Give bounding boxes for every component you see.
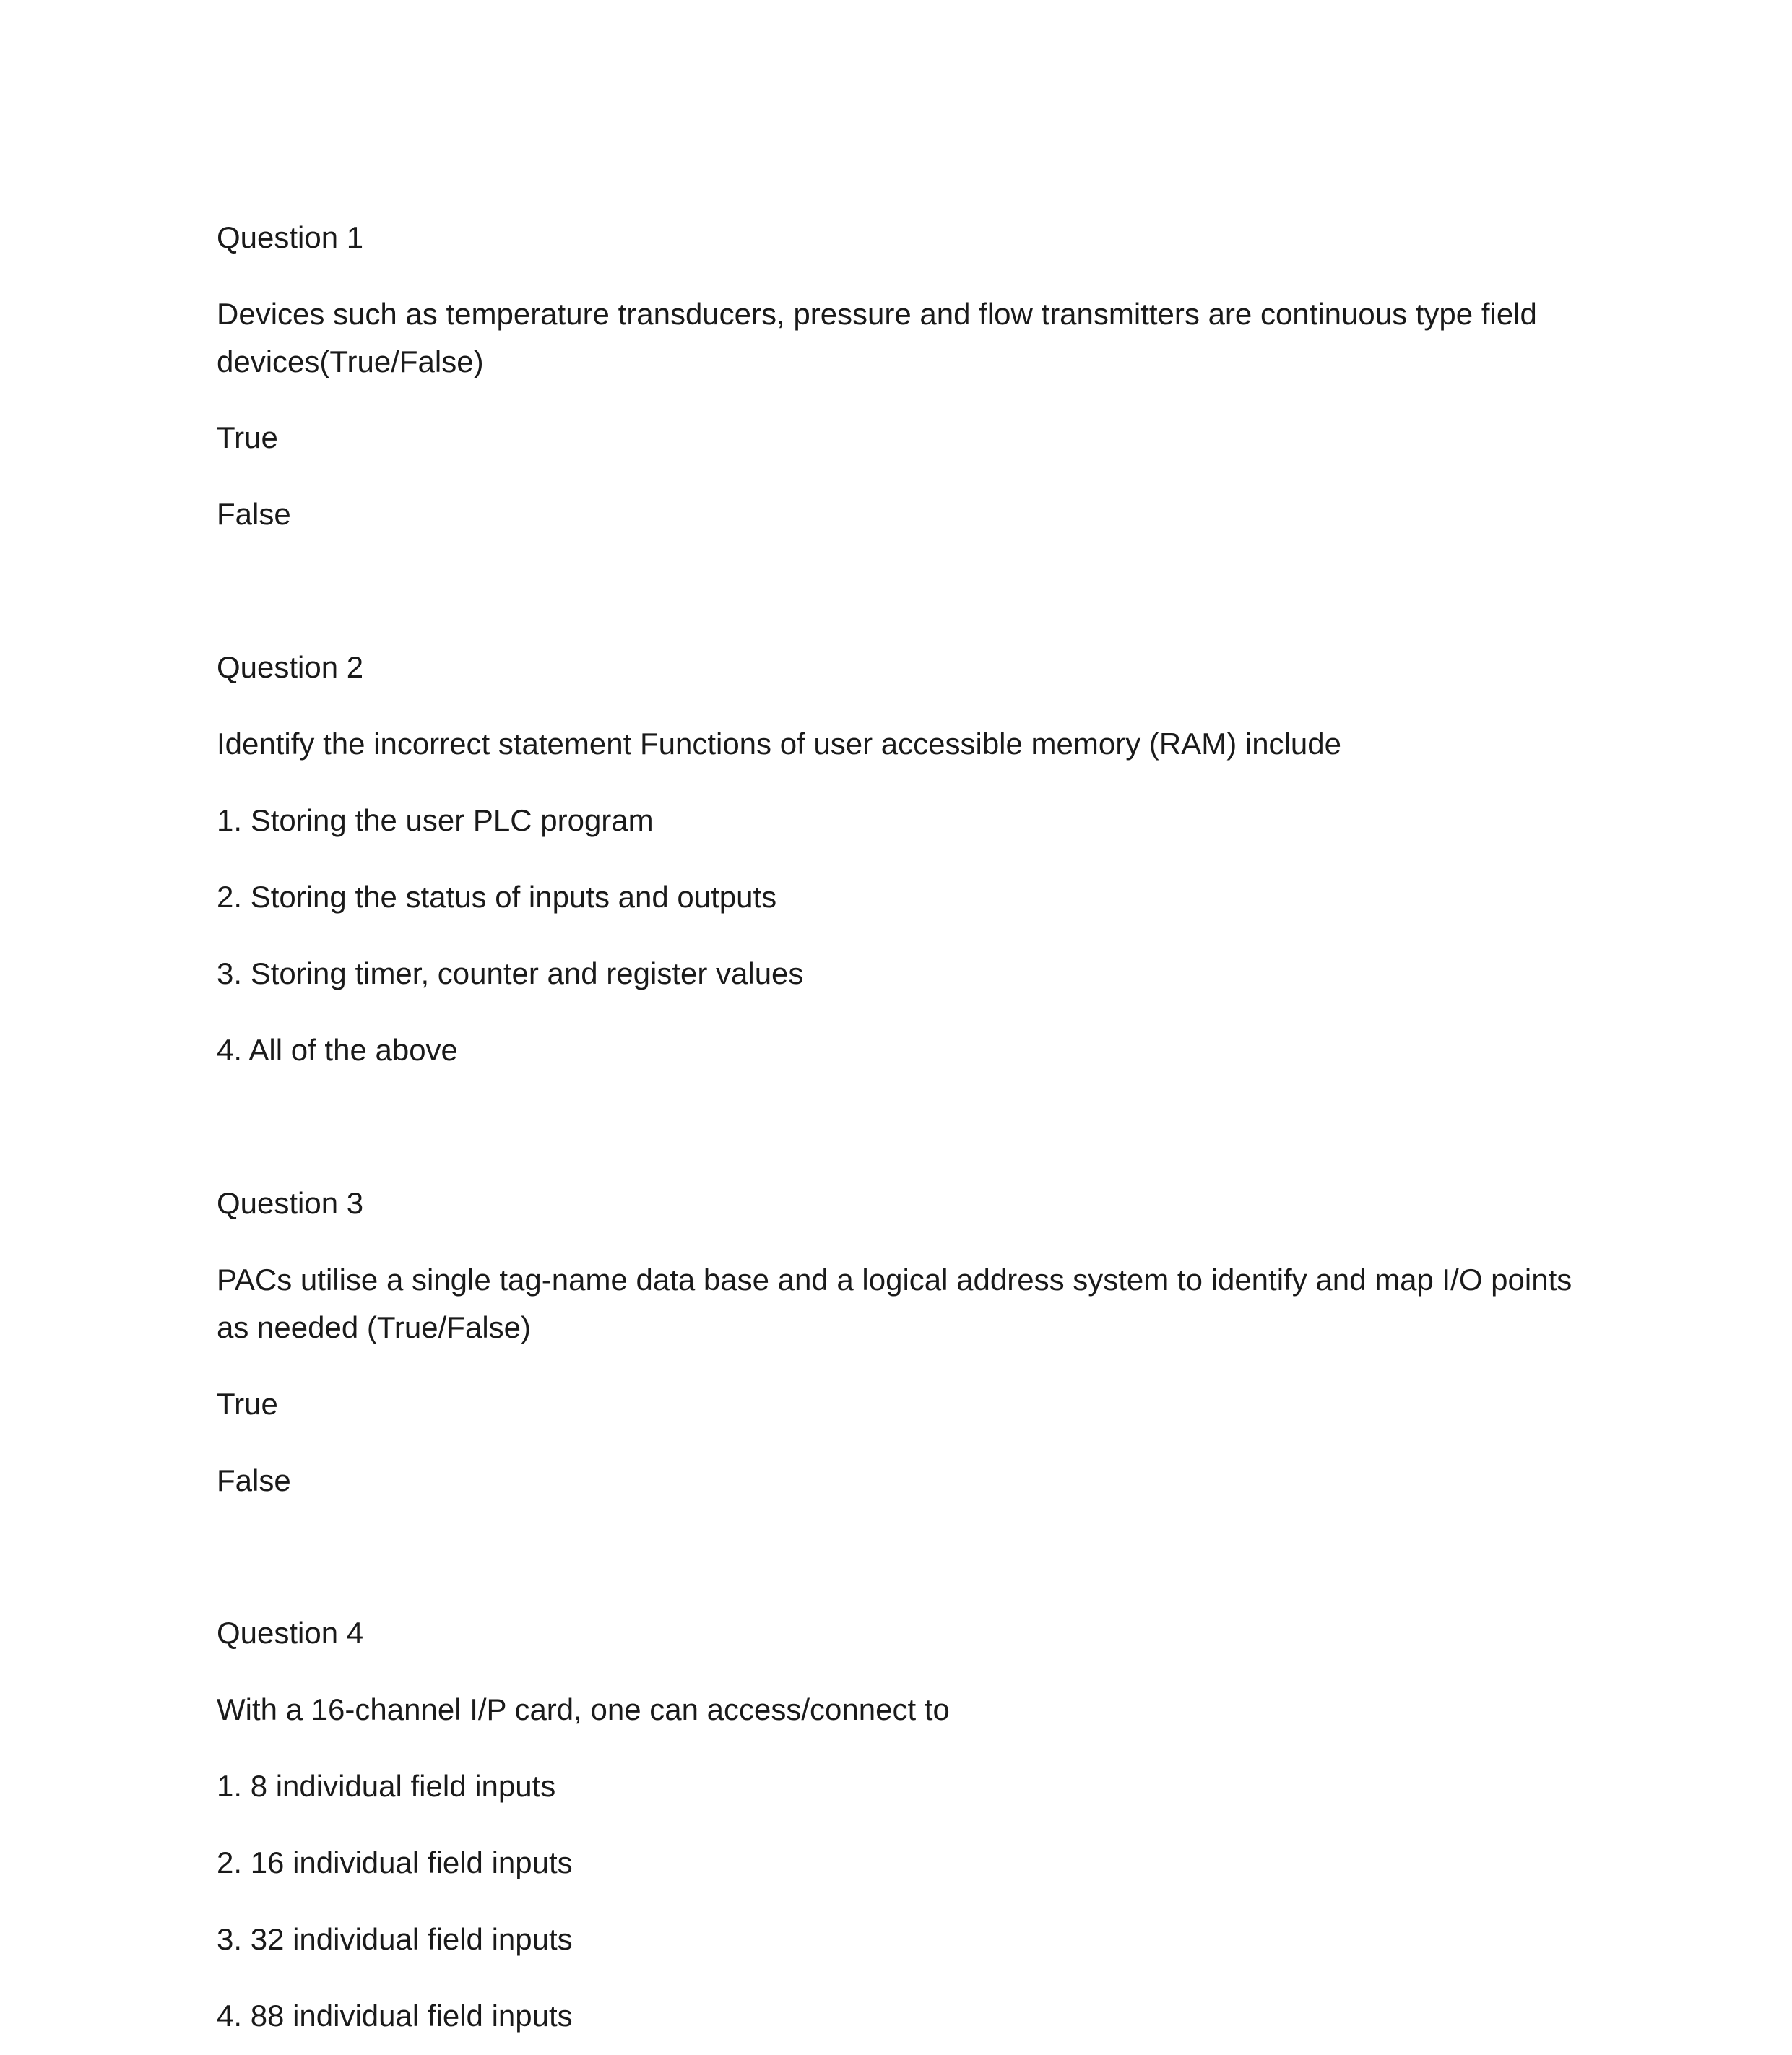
question-3-heading: Question 3 <box>217 1186 364 1220</box>
question-1-option-2: False <box>217 497 291 531</box>
question-1-heading: Question 1 <box>217 220 364 254</box>
question-1-option-1: True <box>217 420 278 454</box>
question-2-option-4: 4. All of the above <box>217 1033 458 1067</box>
question-2-text-line-1: Identify the incorrect statement Functions of user accessible memory (RAM) include <box>217 727 1341 761</box>
question-3-text-line-2: as needed (True/False) <box>217 1310 531 1344</box>
question-4-option-1: 1. 8 individual field inputs <box>217 1769 556 1803</box>
question-4-text-line-1: With a 16-channel I/P card, one can access/connect to <box>217 1692 950 1726</box>
question-1-text-line-2: devices(True/False) <box>217 345 484 378</box>
question-1-text-line-1: Devices such as temperature transducers, pressure and flow transmitters are continuous type field <box>217 297 1537 331</box>
question-4-option-3: 3. 32 individual field inputs <box>217 1922 573 1956</box>
question-4-option-2: 2. 16 individual field inputs <box>217 1846 573 1879</box>
question-4-option-4: 4. 88 individual field inputs <box>217 1999 573 2033</box>
question-2-option-1: 1. Storing the user PLC program <box>217 803 654 837</box>
question-3-text-line-1: PACs utilise a single tag-name data base and a logical address system to identify and map I/O points <box>217 1263 1572 1297</box>
question-3-option-1: True <box>217 1387 278 1421</box>
question-4-heading: Question 4 <box>217 1616 364 1650</box>
question-2-option-2: 2. Storing the status of inputs and outputs <box>217 880 777 914</box>
question-2-heading: Question 2 <box>217 650 364 684</box>
question-3-option-2: False <box>217 1463 291 1497</box>
question-2-option-3: 3. Storing timer, counter and register values <box>217 956 804 990</box>
